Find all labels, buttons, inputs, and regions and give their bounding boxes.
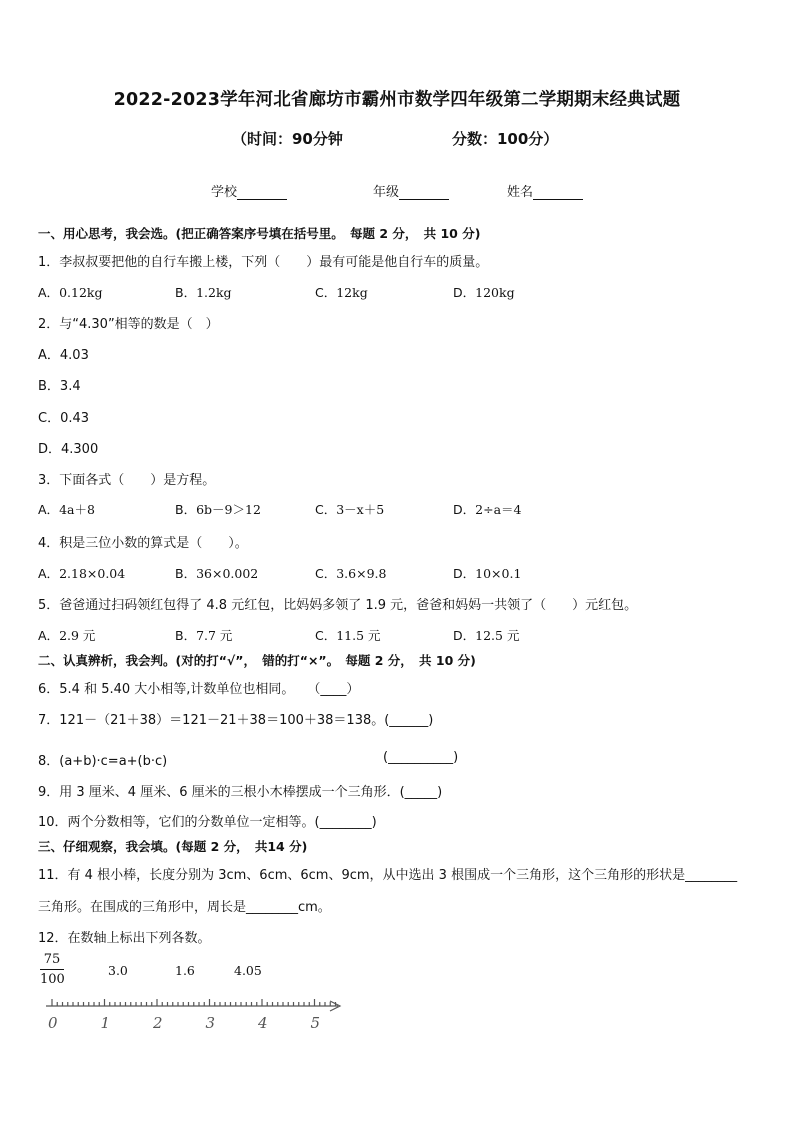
number-line-label: 3 xyxy=(205,1014,216,1032)
q1-option-a[interactable]: A．0.12kg xyxy=(38,285,103,300)
number-line-label: 1 xyxy=(100,1014,111,1032)
q2-option-d[interactable]: D．4.300 xyxy=(38,442,99,457)
exam-time: （时间：90分钟 xyxy=(232,130,343,148)
fraction-denominator: 100 xyxy=(40,972,65,987)
q4-option-a[interactable]: A．2.18×0.04 xyxy=(38,566,126,581)
fraction-75-100 xyxy=(40,952,64,987)
question-8: 8．(a+b)·c=a+(b·c) xyxy=(38,754,168,769)
question-9: 9．用 3 厘米、4 厘米、6 厘米的三根小木棒摆成一个三角形．(_____) xyxy=(38,785,443,800)
question-2: 2．与“4.30”相等的数是（ ） xyxy=(38,317,219,332)
q5-option-a[interactable]: A．2.9 元 xyxy=(38,628,96,643)
question-11-line-2: 三角形。在围成的三角形中，周长是________cm。 xyxy=(38,900,331,915)
q8-answer-blank[interactable]: (__________) xyxy=(383,750,459,765)
q1-option-c[interactable]: C．12kg xyxy=(315,285,368,300)
q5-option-d[interactable]: D．12.5 元 xyxy=(453,628,520,643)
q2-option-a[interactable]: A．4.03 xyxy=(38,348,89,363)
name-field[interactable]: 姓名 xyxy=(507,181,583,200)
number-3-0: 3.0 xyxy=(108,963,128,978)
number-line-label: 0 xyxy=(48,1014,58,1032)
question-10: 10．两个分数相等，它们的分数单位一定相等。(________) xyxy=(38,815,377,830)
number-4-05: 4.05 xyxy=(234,963,262,978)
question-7: 7．121－（21＋38）＝121－21＋38＝100＋38＝138。(______) xyxy=(38,713,434,728)
question-1: 1．李叔叔要把他的自行车搬上楼，下列（ ）最有可能是他自行车的质量。 xyxy=(38,255,489,270)
q3-option-a[interactable]: A．4a＋8 xyxy=(38,502,95,517)
q1-option-b[interactable]: B．1.2kg xyxy=(175,285,232,300)
question-12: 12．在数轴上标出下列各数。 xyxy=(38,931,211,946)
q5-option-c[interactable]: C．11.5 元 xyxy=(315,628,381,643)
q3-option-b[interactable]: B．6b－9＞12 xyxy=(175,502,261,517)
q3-option-d[interactable]: D．2÷a＝4 xyxy=(453,502,522,517)
school-field[interactable]: 学校 xyxy=(211,181,287,200)
question-11-line-1: 11．有 4 根小棒，长度分别为 3cm、6cm、6cm、9cm，从中选出 3 根围成一个三角形，这个三角形的形状是________ xyxy=(38,868,738,883)
number-line-label: 2 xyxy=(153,1014,163,1032)
fraction-bar xyxy=(40,969,64,970)
q4-option-b[interactable]: B．36×0.002 xyxy=(175,566,259,581)
number-1-6: 1.6 xyxy=(175,963,195,978)
number-line-label: 4 xyxy=(258,1014,268,1032)
number-line[interactable] xyxy=(40,992,350,1034)
q3-option-c[interactable]: C．3－x＋5 xyxy=(315,502,385,517)
section-2-heading: 二、认真辨析，我会判。(对的打“√”， 错的打“×”。 每题 2 分， 共 10 分) xyxy=(38,653,476,668)
q4-option-c[interactable]: C．3.6×9.8 xyxy=(315,566,387,581)
grade-field[interactable]: 年级 xyxy=(373,181,449,200)
q4-option-d[interactable]: D．10×0.1 xyxy=(453,566,522,581)
section-1-heading: 一、用心思考，我会选。(把正确答案序号填在括号里。 每题 2 分， 共 10 分) xyxy=(38,226,481,241)
section-3-heading: 三、仔细观察，我会填。(每题 2 分， 共14 分) xyxy=(38,839,308,854)
question-6: 6．5.4 和 5.40 大小相等,计数单位也相同。 （____） xyxy=(38,682,360,697)
exam-score: 分数：100分） xyxy=(452,130,559,148)
number-line-label: 5 xyxy=(310,1014,321,1032)
question-3: 3．下面各式（ ）是方程。 xyxy=(38,473,216,488)
q2-option-c[interactable]: C．0.43 xyxy=(38,411,90,426)
question-4: 4．积是三位小数的算式是（ ）。 xyxy=(38,536,248,551)
question-5: 5．爸爸通过扫码领红包得了 4.8 元红包，比妈妈多领了 1.9 元，爸爸和妈妈一共领了（ ）元红包。 xyxy=(38,598,638,613)
fraction-numerator: 75 xyxy=(43,952,61,967)
q2-option-b[interactable]: B．3.4 xyxy=(38,379,81,394)
page-title: 2022-2023学年河北省廊坊市霸州市数学四年级第二学期期末经典试题 xyxy=(113,90,681,110)
q5-option-b[interactable]: B．7.7 元 xyxy=(175,628,233,643)
q1-option-d[interactable]: D．120kg xyxy=(453,285,515,300)
